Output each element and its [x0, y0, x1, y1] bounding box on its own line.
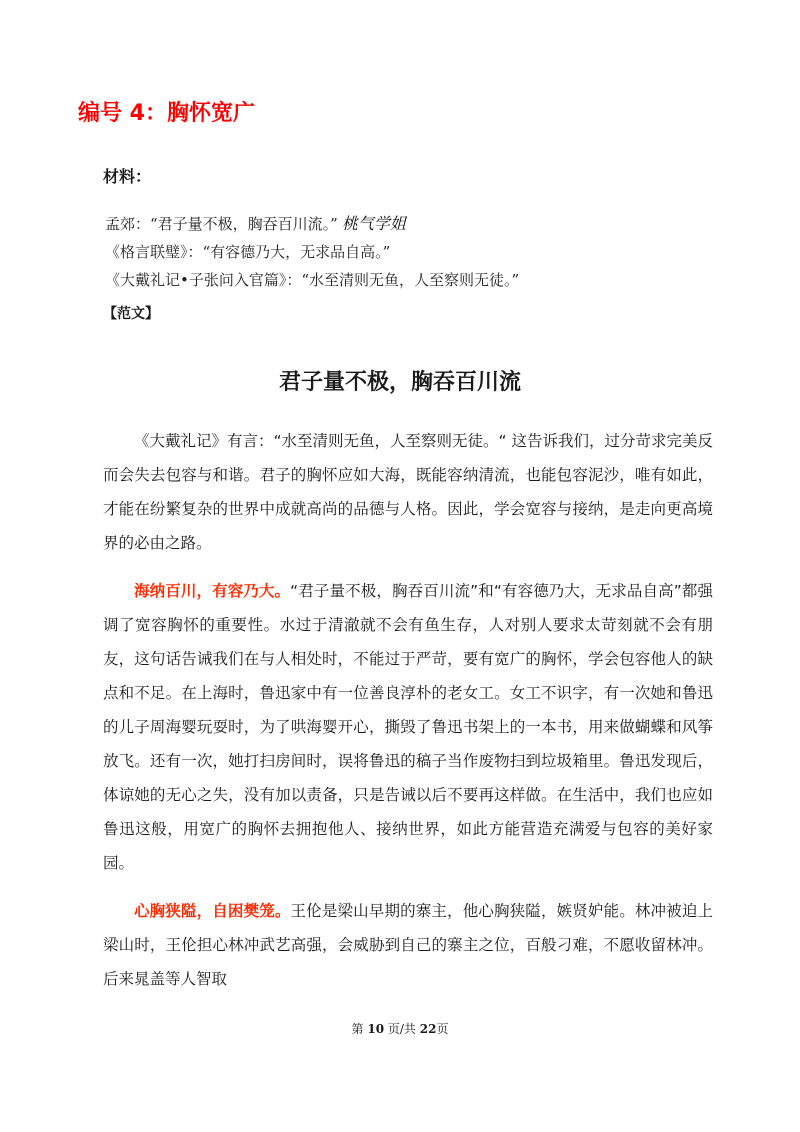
paragraph-text: 王伦是梁山早期的寨主，他心胸狭隘，嫉贤妒能。林冲被迫上梁山时，王伦担心林冲武艺高强，会威胁到自己的寨主之位，百般刁难，不愿收留林冲。后来晁盖等人智取 [103, 902, 713, 988]
quote-text: 孟郊：“君子量不极，胸吞百川流。” [105, 215, 338, 233]
page-footer [0, 1020, 800, 1037]
quote-line: 《格言联璧》：“有容德乃大，无求品自高。” [105, 243, 391, 261]
essay-body [103, 424, 713, 1010]
total-page-number: 22 [419, 1022, 437, 1036]
footer-prefix: 第 [351, 1022, 364, 1036]
paragraph-subheading: 海纳百川，有容乃大。 [134, 582, 291, 600]
material-label: 材料： [103, 167, 152, 186]
paragraph [103, 894, 713, 996]
handwritten-signature: 桃气学姐 [341, 214, 406, 233]
essay-title: 君子量不极，胸吞百川流 [278, 370, 521, 395]
quote-line: 《大戴礼记•子张问入官篇》：“水至清则无鱼，人至察则无徒。” [105, 271, 520, 289]
section-heading: 编号 4：胸怀宽广 [78, 101, 255, 126]
paragraph-subheading: 心胸狭隘，自困樊笼。 [134, 902, 291, 920]
paragraph: 《大戴礼记》有言：“水至清则无鱼，人至察则无徒。“ 这告诉我们，过分苛求完美反而会失去包容与和谐。君子的胸怀应如大海，既能容纳清流，也能包容泥沙，唯有如此，才能在纷繁复杂的世界中成就高尚的品德与人格。因此，学会宽容与接纳，是走向更高境界的必由之路。 [103, 432, 713, 552]
quote-line [105, 210, 519, 238]
quote-list [105, 210, 519, 294]
current-page-number: 10 [367, 1022, 385, 1036]
footer-suffix: 页 [436, 1022, 449, 1036]
paragraph-text: “君子量不极，胸吞百川流”和“有容德乃大，无求品自高”都强调了宽容胸怀的重要性。水过于清澈就不会有鱼生存，人对别人要求太苛刻就不会有朋友，这句话告诫我们在与人相处时，不能过于严苛，要有宽广的胸怀，学会包容他人的缺点和不足。在上海时，鲁迅家中有一位善良淳朴的老女工。女工不识字，有一次她和鲁迅的儿子周海婴玩耍时，为了哄海婴开心，撕毁了鲁迅书架上的一本书，用来做蝴蝶和风筝放飞。还有一次，她打扫房间时，误将鲁迅的稿子当作废物扫到垃圾箱里。鲁迅发现后，体谅她的无心之失，没有加以责备，只是告诫以后不要再这样做。在生活中，我们也应如鲁迅这般，用宽广的胸怀去拥抱他人、接纳世界，如此方能营造充满爱与包容的美好家园。 [103, 582, 713, 872]
sample-essay-label: 【范文】 [103, 306, 159, 322]
footer-middle: 页/共 [387, 1022, 416, 1036]
paragraph [103, 574, 713, 880]
